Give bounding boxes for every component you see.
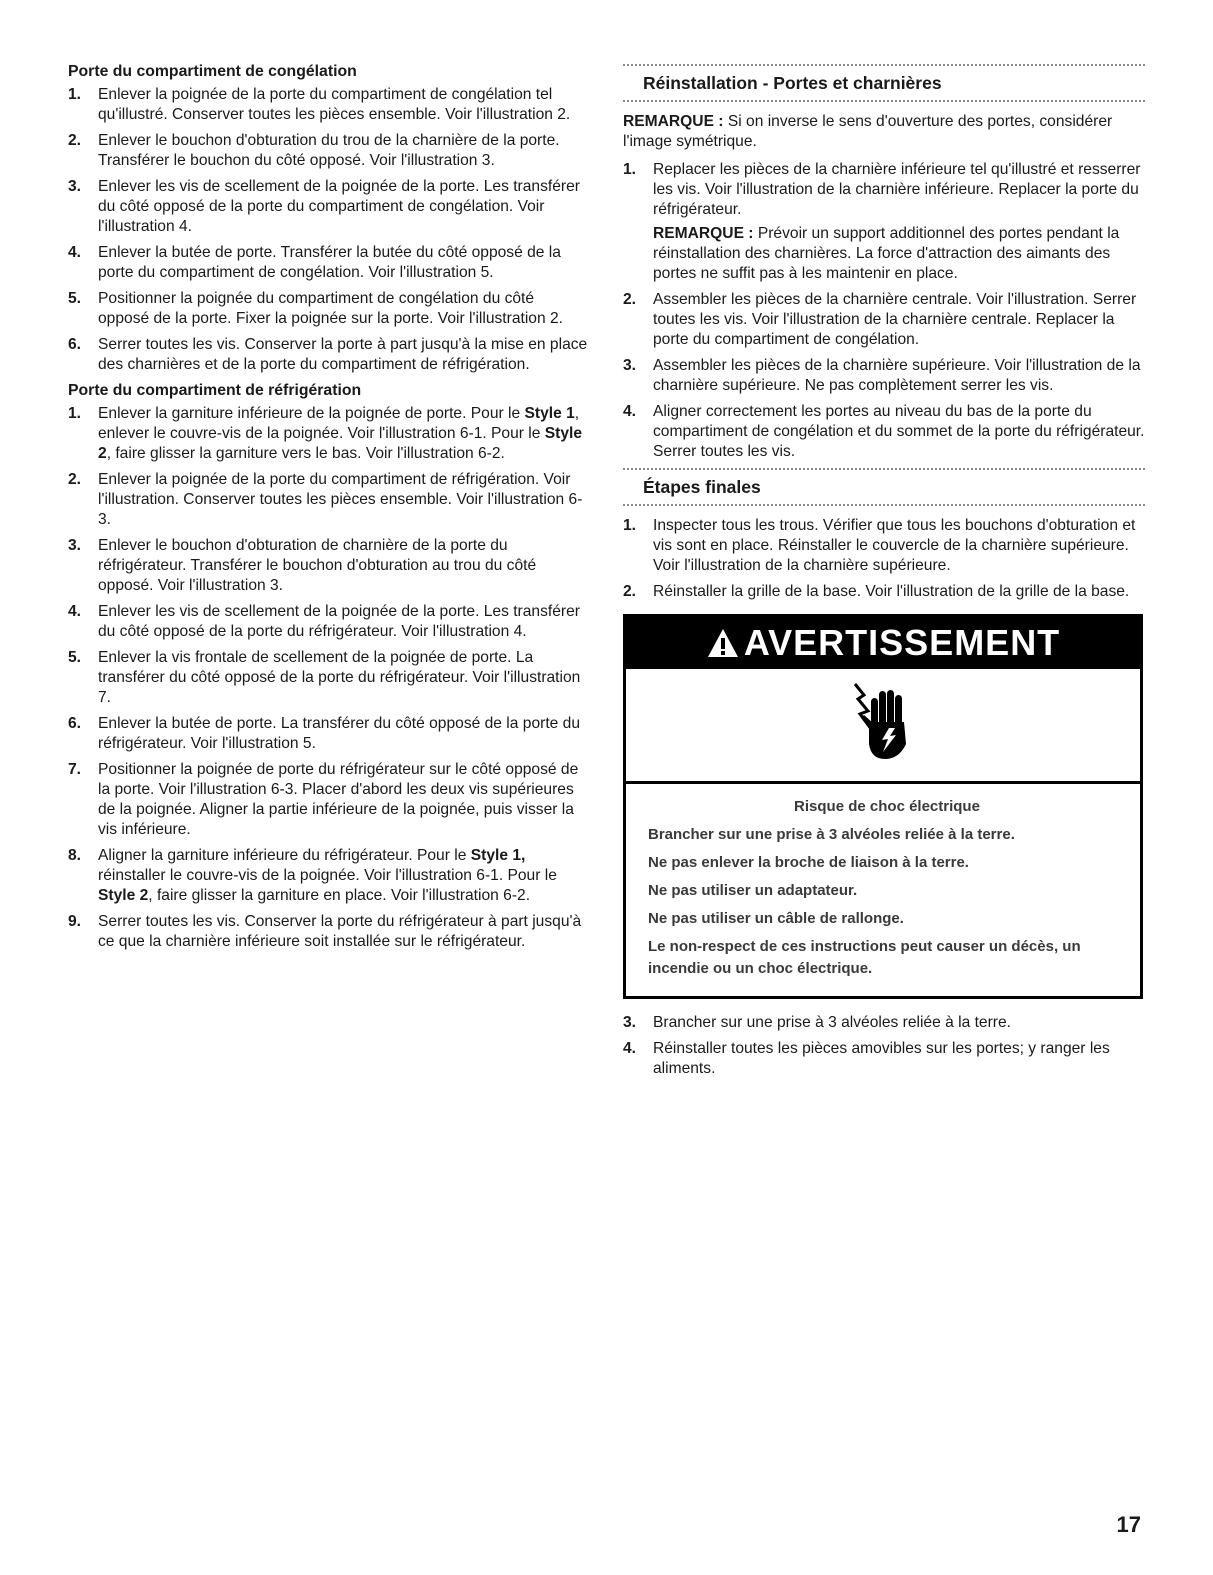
step-number: 3. xyxy=(623,1014,637,1031)
list-item xyxy=(68,912,588,952)
step-text: Assembler les pièces de la charnière centrale. Voir l'illustration. Serrer toutes les vis. Voir l'illustration de la charnière centrale. Replacer la porte du compartiment de congélation. xyxy=(653,291,1137,348)
step-text: Aligner correctement les portes au niveau du bas de la porte du compartiment de congélation et du sommet de la porte du réfrigérateur. Serrer toutes les vis. xyxy=(653,403,1145,460)
step-number: 4. xyxy=(623,403,637,420)
step-text: Replacer les pièces de la charnière inférieure tel qu'illustré et resserrer les vis. Voir l'illustration de la charnière inférieure. Replacer la porte du réfrigérateur. REMARQUE : Prévoir un support additionnel des portes pendant la réinstallation des charnières. La force d'attraction des aimants des portes ne suffit pas à les maintenir en place. xyxy=(653,160,1145,284)
step-text: Enlever le bouchon d'obturation de charnière de la porte du réfrigérateur. Transférer le bouchon d'obturation au trou du côté opposé. Voir l'illustration 3. xyxy=(98,537,537,594)
step-number: 1. xyxy=(623,517,637,534)
freezer-door-heading: Porte du compartiment de congélation xyxy=(68,63,357,80)
step-text: Enlever les vis de scellement de la poignée de la porte. Les transférer du côté opposé de la porte du compartiment de congélation. Voir l'illustration 4. xyxy=(98,178,580,235)
step-text: Enlever le bouchon d'obturation du trou de la charnière de la porte. Transférer le bouchon du côté opposé. Voir l'illustration 3. xyxy=(98,132,560,169)
list-item xyxy=(623,290,1145,350)
fridge-door-heading: Porte du compartiment de réfrigération xyxy=(68,382,362,399)
divider xyxy=(623,100,1145,102)
step-number: 2. xyxy=(68,132,82,149)
warning-triangle-icon xyxy=(706,627,740,659)
warning-title: AVERTISSEMENT xyxy=(743,622,1061,663)
step-text: Aligner la garniture inférieure du réfrigérateur. Pour le Style 1, réinstaller le couvre-vis de la poignée. Voir l'illustration 6-1. Pour le Style 2, faire glisser la garniture en place. Voir l'illustration 6-2. xyxy=(98,847,557,904)
step-text: Inspecter tous les trous. Vérifier que tous les bouchons d'obturation et vis sont en place. Réinstaller le couvercle de la charnière supérieure. Voir l'illustration de la charnière supérieure. xyxy=(653,517,1136,574)
final-steps xyxy=(623,516,1145,602)
step-text: Réinstaller la grille de la base. Voir l'illustration de la grille de la base. xyxy=(653,583,1130,600)
note-label: REMARQUE : xyxy=(623,113,724,130)
step-number: 6. xyxy=(68,715,82,732)
step-number: 9. xyxy=(68,913,82,930)
list-item xyxy=(623,516,1145,576)
warning-line: Ne pas utiliser un câble de rallonge. xyxy=(648,910,904,927)
list-item xyxy=(68,243,588,283)
right-column xyxy=(623,62,1145,1085)
final-steps-section-heading xyxy=(623,468,1145,506)
step-text: Enlever la garniture inférieure de la poignée de porte. Pour le Style 1, enlever le couvre-vis de la poignée. Voir l'illustration 6-1. Pour le Style 2, faire glisser la garniture vers le bas. Voir l'illustration 6-2. xyxy=(98,405,583,462)
list-item xyxy=(68,404,588,464)
list-item xyxy=(68,335,588,375)
step-number: 1. xyxy=(68,86,82,103)
reinstall-title: Réinstallation - Portes et charnières xyxy=(643,73,942,93)
step-text: Enlever la poignée de la porte du compartiment de réfrigération. Voir l'illustration. Conserver toutes les pièces ensemble. Voir l'illustration 6-3. xyxy=(98,471,583,528)
reinstall-steps xyxy=(623,160,1145,462)
step-number: 2. xyxy=(68,471,82,488)
list-item xyxy=(623,160,1145,284)
step-number: 5. xyxy=(68,649,82,666)
step-number: 3. xyxy=(68,178,82,195)
step-text: Assembler les pièces de la charnière supérieure. Voir l'illustration de la charnière supérieure. Ne pas complètement serrer les vis. xyxy=(653,357,1141,394)
list-item xyxy=(68,714,588,754)
step-number: 3. xyxy=(68,537,82,554)
fridge-door-steps xyxy=(68,404,588,952)
step-text: Enlever les vis de scellement de la poignée de la porte. Les transférer du côté opposé de la porte du réfrigérateur. Voir l'illustration 4. xyxy=(98,603,580,640)
step-text: Brancher sur une prise à 3 alvéoles reliée à la terre. xyxy=(653,1014,1011,1031)
warning-line: Ne pas utiliser un adaptateur. xyxy=(648,882,858,899)
step-number: 4. xyxy=(68,244,82,261)
warning-body xyxy=(626,784,1140,996)
step-text: Enlever la butée de porte. La transférer du côté opposé de la porte du réfrigérateur. Voir l'illustration 5. xyxy=(98,715,580,752)
electric-shock-hand-icon xyxy=(852,682,914,768)
warning-line: Ne pas enlever la broche de liaison à la terre. xyxy=(648,854,969,871)
step-number: 3. xyxy=(623,357,637,374)
list-item xyxy=(68,131,588,171)
list-item xyxy=(623,356,1145,396)
list-item xyxy=(68,648,588,708)
list-item xyxy=(68,177,588,237)
reinstall-note xyxy=(623,112,1145,152)
step-number: 5. xyxy=(68,290,82,307)
list-item xyxy=(623,402,1145,462)
list-item xyxy=(68,470,588,530)
final-steps-continued xyxy=(623,1013,1145,1079)
step-text: Serrer toutes les vis. Conserver la porte à part jusqu'à la mise en place des charnières et de la porte du compartiment de réfrigération. xyxy=(98,336,588,373)
note-label: REMARQUE : xyxy=(653,225,754,242)
step-number: 2. xyxy=(623,583,637,600)
list-item xyxy=(623,1013,1145,1033)
list-item xyxy=(623,1039,1145,1079)
step-text: Enlever la butée de porte. Transférer la butée du côté opposé de la porte du compartiment de congélation. Voir l'illustration 5. xyxy=(98,244,561,281)
freezer-door-steps xyxy=(68,85,588,375)
warning-risk-title: Risque de choc électrique xyxy=(794,798,980,815)
list-item xyxy=(68,536,588,596)
support-note xyxy=(653,224,1145,284)
warning-line: Brancher sur une prise à 3 alvéoles reliée à la terre. xyxy=(648,826,1015,843)
step-number: 2. xyxy=(623,291,637,308)
step-number: 1. xyxy=(623,161,637,178)
step-number: 4. xyxy=(623,1040,637,1057)
reinstall-section-heading xyxy=(623,64,1145,102)
step-text: Positionner la poignée du compartiment de congélation du côté opposé de la porte. Fixer la poignée sur la porte. Voir l'illustration 2. xyxy=(98,290,563,327)
left-column xyxy=(68,62,588,958)
step-number: 7. xyxy=(68,761,82,778)
step-text: Enlever la vis frontale de scellement de la poignée de porte. La transférer du côté opposé de la porte du réfrigérateur. Voir l'illustration 7. xyxy=(98,649,581,706)
step-text: Réinstaller toutes les pièces amovibles sur les portes; y ranger les aliments. xyxy=(653,1040,1110,1077)
page-number: 17 xyxy=(1116,1512,1141,1537)
final-steps-title: Étapes finales xyxy=(643,477,761,497)
step-number: 1. xyxy=(68,405,82,422)
note-text: Prévoir un support additionnel des portes pendant la réinstallation des charnières. La force d'attraction des aimants des portes ne suffit pas à les maintenir en place. xyxy=(653,225,1120,282)
list-item xyxy=(623,582,1145,602)
step-text: Serrer toutes les vis. Conserver la porte du réfrigérateur à part jusqu'à ce que la charnière inférieure soit installée sur le réfrigérateur. xyxy=(98,913,582,950)
divider xyxy=(623,504,1145,506)
warning-line: Le non-respect de ces instructions peut causer un décès, un incendie ou un choc électrique. xyxy=(648,938,1081,977)
list-item xyxy=(68,85,588,125)
list-item xyxy=(68,846,588,906)
list-item xyxy=(68,760,588,840)
list-item xyxy=(68,602,588,642)
step-number: 6. xyxy=(68,336,82,353)
step-number: 4. xyxy=(68,603,82,620)
step-number: 8. xyxy=(68,847,82,864)
list-item xyxy=(68,289,588,329)
step-text: Enlever la poignée de la porte du compartiment de congélation tel qu'illustré. Conserver toutes les pièces ensemble. Voir l'illustration 2. xyxy=(98,86,571,123)
note-text: Si on inverse le sens d'ouverture des portes, considérer l'image symétrique. xyxy=(623,113,1113,150)
warning-header xyxy=(626,617,1140,669)
step-text: Positionner la poignée de porte du réfrigérateur sur le côté opposé de la porte. Voir l'illustration 6-3. Placer d'abord les deux vis supérieures de la poignée. Aligner la partie inférieure de la poignée, puis visser la vis inférieure. xyxy=(98,761,579,838)
warning-box xyxy=(623,614,1143,999)
